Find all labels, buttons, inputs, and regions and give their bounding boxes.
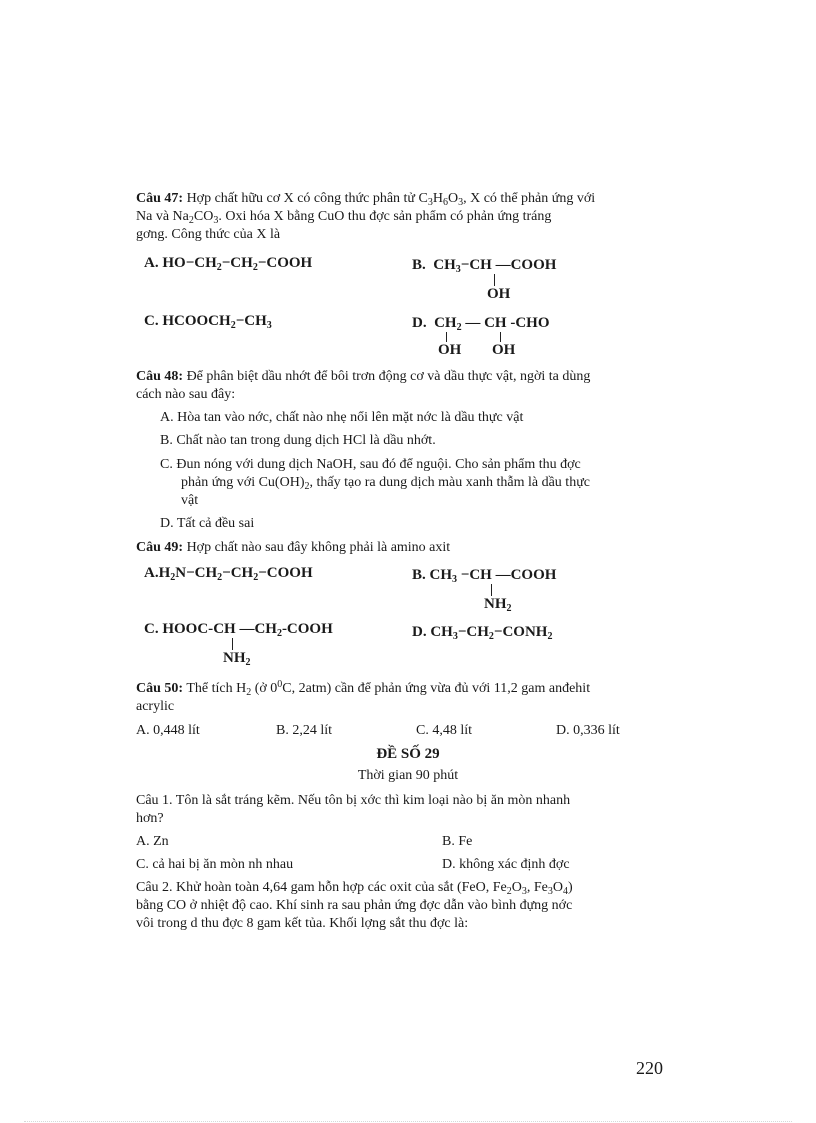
exam-title: ĐỀ SỐ 29: [376, 746, 440, 762]
q49-option-c: C. HOOC-CH $—CH_2$-COOH: [144, 621, 333, 639]
q49-option-d: D. $CH_3-CH_2-CONH_2$: [412, 624, 553, 642]
q47-d-sub1: OH: [438, 342, 462, 358]
c2-line3: vôi trong d thu đợc 8 gam kết tủa. Khối lợng sắt thu đợc là:: [136, 916, 469, 931]
page-number: 220: [636, 1058, 663, 1078]
q48-option-c: C. Đun nóng với dung dịch NaOH, sau đó để nguội. Cho sản phẩm thu đợc: [160, 457, 581, 472]
q50-line1: Câu 50: Thể tích $H_2$ (ở $0^0C$, 2atm) cần để phản ứng vừa đủ với 11,2 gam anđehit: [136, 679, 591, 698]
c1-answer-b: B. Fe: [442, 834, 473, 849]
c1-answer-a: A. Zn: [136, 834, 169, 849]
page-bottom-divider: [24, 1121, 792, 1122]
q47-option-a: A. $HO-CH_2-CH_2-COOH$: [144, 255, 313, 273]
exam-time: Thời gian 90 phút: [357, 768, 459, 783]
q49-label: Câu 49:: [136, 540, 184, 555]
q47-line2: Na và $Na_2CO_3$. Oxi hóa X bằng CuO thu đợc sản phẩm có phản ứng tráng: [136, 209, 552, 226]
q48-option-c-line2: phản ứng với $Cu(OH)_2$, thấy tạo ra dung dịch màu xanh thẫm là dầu thực: [181, 475, 590, 492]
c1-line1: Câu 1. Tôn là sắt tráng kẽm. Nếu tôn bị xớc thì kim loại nào bị ăn mòn nhanh: [136, 793, 571, 808]
q50-answer-d: D. 0,336 lít: [556, 723, 620, 738]
c2-line2: bằng CO ở nhiệt độ cao. Khí sinh ra sau phản ứng đợc dẫn vào bình đựng nớc: [136, 898, 573, 913]
q49-c-sub: $NH_2$: [223, 650, 251, 668]
q48-label: Câu 48:: [136, 369, 184, 384]
q48-option-c-line3: vật: [181, 493, 199, 508]
q50-answer-b: B. 2,24 lít: [276, 723, 333, 738]
q48-option-a: A. Hòa tan vào nớc, chất nào nhẹ nổi lên mặt nớc là dầu thực vật: [160, 410, 524, 425]
q49-line1: Câu 49: Hợp chất nào sau đây không phải là amino axit: [136, 540, 451, 555]
q48-option-b: B. Chất nào tan trong dung dịch HCl là dầu nhớt.: [160, 433, 436, 448]
q50-line2: acrylic: [136, 699, 175, 714]
q49-option-b: B. $CH_3 -CH$ —COOH: [412, 567, 557, 585]
q50-answer-a: A. 0,448 lít: [136, 723, 200, 738]
q47-option-c: C. $HCOOCH_2-CH_3$: [144, 313, 272, 331]
q49-option-a: $A.H_2N-CH_2-CH_2-COOH$: [144, 565, 313, 583]
q50-label: Câu 50:: [136, 681, 184, 696]
q47-option-d: D. $CH_2$ — CH -CHO: [412, 315, 550, 333]
q47-b-sub: OH: [487, 286, 511, 302]
q48-line2: cách nào sau đây:: [136, 387, 236, 402]
c2-line1: Câu 2. Khử hoàn toàn 4,64 gam hỗn hợp các oxit của sắt (FeO, $Fe_2O_3$, $Fe_3O_4$): [136, 880, 573, 897]
q48-line1: Câu 48: Để phân biệt dầu nhớt để bôi trơn động cơ và dầu thực vật, ngời ta dùng: [136, 369, 591, 384]
q47-line3: gơng. Công thức của X là: [136, 227, 281, 242]
c1-answer-c: C. cả hai bị ăn mòn nh nhau: [136, 857, 294, 872]
q49-b-sub: $NH_2$: [484, 596, 512, 614]
q48-option-d: D. Tất cả đều sai: [160, 516, 255, 531]
c1-answer-d: D. không xác định đợc: [442, 857, 570, 872]
c1-line2: hơn?: [136, 811, 164, 826]
q47-option-b: B. $CH_3-CH$ —COOH: [412, 257, 557, 275]
q47-label: Câu 47:: [136, 191, 184, 206]
q50-answer-c: C. 4,48 lít: [416, 723, 473, 738]
q47-line1: Câu 47: Hợp chất hữu cơ X có công thức phân tử $C_3H_6O_3$, X có thể phản ứng với: [136, 191, 596, 208]
q47-d-sub2: OH: [492, 342, 516, 358]
